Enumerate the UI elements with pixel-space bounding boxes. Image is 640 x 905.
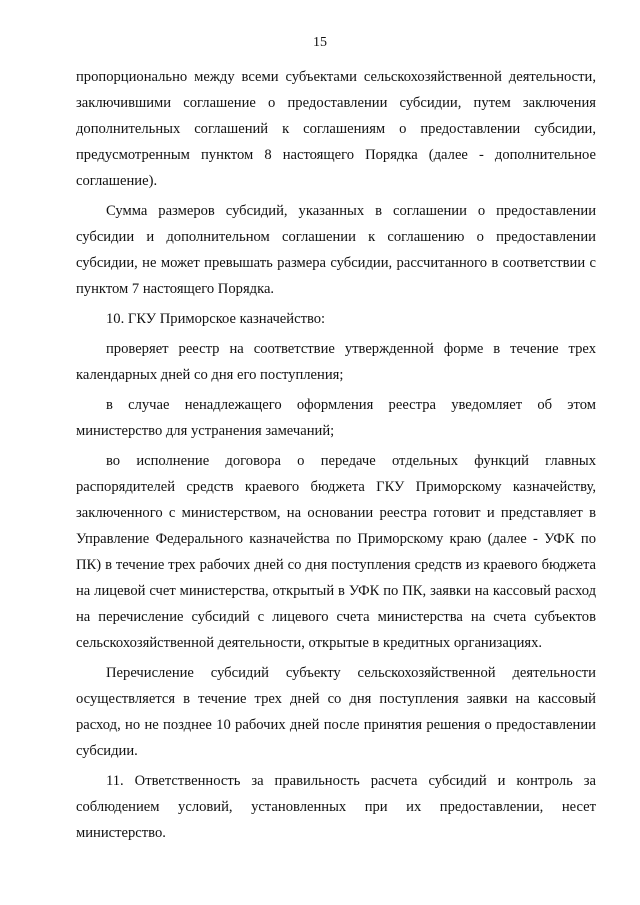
paragraph-registry-check: проверяет реестр на соответствие утвержденной форме в течение трех календарных дней со дня его поступления; (76, 341, 596, 383)
paragraph-improper-registry: в случае ненадлежащего оформления реестра уведомляет об этом министерство для устранения замечаний; (76, 397, 596, 439)
paragraph-continuation: пропорционально между всеми субъектами сельскохозяйственной деятельности, заключившими соглашение о предоставлении субсидии, путем заключения дополнительных соглашений к соглашениям о предоставлении субсидии, предусмотренным пунктом 8 настоящего Порядка (далее - дополнительное соглашение). (76, 69, 596, 189)
paragraph-subsidy-sum: Сумма размеров субсидий, указанных в соглашении о предоставлении субсидии и дополнительном соглашении к соглашению о предоставлении субсидии, не может превышать размера субсидии, рассчитанного в соответствии с пунктом 7 настоящего Порядка. (76, 203, 596, 297)
page-number: 15 (313, 35, 327, 50)
paragraph-item-11-responsibility: 11. Ответственность за правильность расчета субсидий и контроль за соблюдением условий, установленных при их предоставлении, несет министерство. (76, 773, 596, 841)
paragraph-treasury-contract: во исполнение договора о передаче отдельных функций главных распорядителей средств краевого бюджета ГКУ Приморскому казначейству, заключенного с министерством, на основании реестра готовит и представляет в Управление Федерального казначейства по Приморскому краю (далее - УФК по ПК) в течение трех рабочих дней со дня поступления средств из краевого бюджета на лицевой счет министерства, открытый в УФК по ПК, заявки на кассовый расход на перечисление субсидий с лицевого счета министерства на счета субъектов сельскохозяйственной деятельности, открытые в кредитных организациях. (76, 453, 596, 651)
document-body (76, 64, 596, 846)
paragraph-item-10-heading: 10. ГКУ Приморское казначейство: (106, 311, 326, 327)
paragraph-subsidy-transfer: Перечисление субсидий субъекту сельскохозяйственной деятельности осуществляется в течение трех дней со дня поступления заявки на кассовый расход, но не позднее 10 рабочих дней после принятия решения о предоставлении субсидии. (76, 665, 596, 759)
